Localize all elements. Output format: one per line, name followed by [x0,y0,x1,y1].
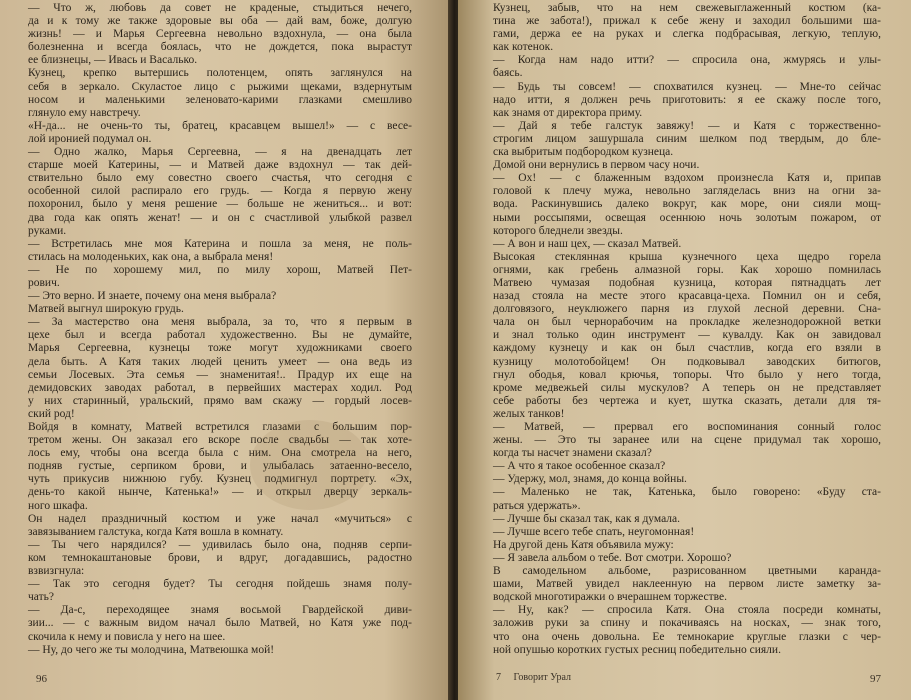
text-line: семьи Лосевых. Эта семья — знаменитая!.. Прадур их еще на [28,368,412,381]
text-line: назад стояла на месте этого красавца-цеха. Помнил он и себя, [493,290,881,303]
text-line: Он надел праздничный костюм и уже начал «мучиться» с [28,512,412,525]
text-line: тина же забота!), прижал к себе жену и заходил большими ша- [493,15,881,28]
paper-stain [250,420,370,510]
text-line: — Будь ты совсем! — спохватился кузнец. — Мне-то сейчас [493,80,881,93]
text-line: ствительно было ему совестно своего счастья, что сегодня с [28,172,412,185]
text-line: На другой день Катя объявила мужу: [493,538,674,551]
text-line: дела быть. А Катя таких людей ценить умеет — она ведь из [28,355,412,368]
text-line: Марья Сергеевна, кузнецы тоже могут художниками своего [28,342,412,355]
text-line: гнул ободья, ковал крючья, топоры. Что было у него тогда, [493,368,881,381]
text-line: — Лучше всего тебе спать, неугомонная! [493,525,695,538]
text-line: — Ну, до чего же ты молодчина, Матвеюшка мой! [28,643,275,656]
text-line: у них старинный, уральский, прямо вам скажу — гордый лосев- [28,394,412,407]
text-line: кузницу молотобойцем! Он подковывал заводских битюгов, [493,355,881,368]
text-line: — Одно жалко, Марья Сергеевна, — я на двенадцать лет [28,146,412,159]
text-line: каждому кузнецу и как он был счастлив, когда его взяли в [493,342,881,355]
text-line: когда ты насчет знамени сказал? [493,447,652,460]
text-line: — Когда нам надо итти? — спросила она, жмурясь и улы- [493,54,881,67]
text-line: как знамя от директора приму. [493,106,643,119]
text-line: ком темнокаштановые брови, и вдруг, догадавшись, радостно [28,551,412,564]
text-line: чала он был чернорабочим на прокладке железнодорожной ветки [493,316,881,329]
text-line: жены. — Это ты заранее или на сцене придумал так хорошо, [493,434,881,447]
text-line: головой к плечу мужа, невольно загляделась вниз на огни за- [493,185,881,198]
text-line: глянуло ему навстречу. [28,106,141,119]
right-page-number: 97 [870,672,881,685]
text-line: рович. [28,276,60,289]
text-line: ска выбритым подбородком кузнеца. [493,146,674,159]
printer-signature [496,671,571,684]
text-line: завязыванием галстука, когда Катя вошла в комнату. [28,525,284,538]
text-line: заложив руки за спину и покачиваясь на носках, — знак того, [493,617,881,630]
text-line: Кузнец, забыв, что на нем свежевыглаженный костюм (ка- [493,2,881,14]
text-line: Матвей выгнул широкую грудь. [28,303,184,316]
text-line: В самодельном альбоме, разрисованном цветными каранда- [493,565,881,578]
text-line: жизнь! — и Марья Сергеевна невольно вздохнула, — она была [28,28,412,41]
text-line: — Встретилась мне моя Катерина и пошла за меня, не поль- [28,237,412,250]
text-line: надо итти, я должен речь приготовить: я ее скажу после того, [493,93,881,106]
text-line: лось ему, чтобы она всегда была с ним. Она смотрела на него, [28,447,412,460]
text-line: взвизгнула: [28,565,85,578]
text-line: ной опушью коротких густых ресниц победительно сияли. [493,643,781,656]
text-line: руками. [28,224,67,237]
text-line: похоронил, было у меня решение — больше не жениться... и вот: [28,198,412,211]
text-line: — А что я такое особенное сказал? [493,460,666,473]
text-line: — Удержу, мол, знамя, до конца войны. [493,473,687,486]
text-line: желых танков! [493,407,565,420]
text-line: и знал только один инструмент — кувалду. Как он завидовал [493,329,881,342]
text-line: что она очень довольна. Ее темнокарие круглые глазки с чер- [493,630,881,643]
text-line: чать? [28,591,54,604]
text-line: — Я завела альбом о тебе. Вот смотри. Хорошо? [493,551,732,564]
text-line: баясь. [493,67,523,80]
text-line: долговязого, неуклюжего парня из глухой лесной деревни. Сна- [493,303,881,316]
text-line: кроме медвежьей силы мускулов? А теперь он не представляет [493,381,881,394]
text-line: чуть прикусив нижнюю губу. Кузнец подмигнул портрету. «Эх, [28,473,412,486]
text-line: ного шкафа. [28,499,88,512]
text-line: стилась на молоденьких, как она, а выбрала меня! [28,250,274,263]
text-line: день-то какой нынче, Катенька!» — и открыл дверцу зеркаль- [28,486,412,499]
text-line: два года как опять женат! — и он с счастливой улыбкой развел [28,211,412,224]
text-line: — Так это сегодня будет? Ты сегодня пойдешь знамя полу- [28,578,412,591]
text-line: Матвею чумазая подобная кузница, которая пятнадцать лет [493,276,881,289]
text-line: — Матвей, — прервал его воспоминания сонный голос [493,421,881,433]
signature-number: 7 [496,671,501,683]
text-line: которого бледнели звезды. [493,224,623,237]
text-line: водской многотиражки о вчерашнем торжестве. [493,591,727,604]
text-line: цехе был и всегда работал художественно. Вы не думайте, [28,329,412,342]
text-line: себе работы без чертежа и кует, шутка сказать, детали для тя- [493,394,881,407]
text-line: — Лучше бы сказал так, как я думала. [493,512,681,525]
left-page-number: 96 [36,672,47,685]
text-line: как котенок. [493,41,554,54]
text-line: раться удержать». [493,499,581,512]
text-line: — Ну, как? — спросила Катя. Она стояла посреди комнаты, [493,604,881,617]
text-line: скочила к нему и повисла у него на шее. [28,630,226,643]
text-line: носом и маленькими зеленовато-карими глазками смешливо [28,93,412,106]
text-line: лой иронией подумал он. [28,132,152,145]
signature-title: Говорит Урал [513,671,571,683]
text-line: себя в зеркало. Скуластое лицо с рыжими щеками, вздернутым [28,80,412,93]
left-page [0,0,452,700]
text-line: — За мастерство она меня выбрала, за то, что я первым в [28,316,412,329]
text-line: — Это верно. И знаете, почему она меня выбрала? [28,290,277,303]
text-line: Войдя в комнату, Матвей встретился глазами с большим пор- [28,421,412,433]
text-line: особенной силой распирало его грудь. — Когда я первую жену [28,185,412,198]
text-line: гами, держа ее на руках и слегка подбрасывая, легкую, теплую, [493,28,881,41]
text-line: огнями, как гребень алмазной горы. Как хорошо помнилась [493,263,881,276]
text-line: шами, Матвей увидел наклеенную на первом листе заметку за- [493,578,881,591]
text-line: — Да-с, переходящее знамя восьмой Гвардейской диви- [28,604,412,617]
left-page-text [28,2,412,657]
text-line: третом жены. Он заказал его вскоре после свадьбы — так хоте- [28,434,412,447]
text-line: — А вон и наш цех, — сказал Матвей. [493,237,682,250]
text-line: подняв густые, серпиком брови, и улыбалась затаенно-весело, [28,460,412,473]
text-line: строгим лицом зашуршала синим шелком под твердым, до бле- [493,132,881,145]
text-line: — Не по хорошему мил, по милу хорош, Матвей Пет- [28,263,412,276]
text-line: да и к тому же также здоровые вы оба — дай вам, боже, долгую [28,15,412,28]
text-line: «Н-да... не очень-то ты, братец, красавцем вышел!» — с весе- [28,119,412,132]
text-line: Домой они вернулись в первом часу ночи. [493,159,700,172]
text-line: ее близнецы, — Ивась и Васалько. [28,54,198,67]
text-line: демидовских заводах работал, в первейших мастерах ходил. Род [28,381,412,394]
text-line: болезненна и всегда боялась, что не дождется, пока вырастут [28,41,412,54]
text-line: — Ты чего нарядился? — удивилась было она, подняв серпи- [28,538,412,551]
text-line: — Что ж, любовь да совет не краденые, стыдиться нечего, [28,2,412,14]
text-line: вода. Раскинувшись далеко вокруг, как море, они сияли мощ- [493,198,881,211]
text-line: зии... — с важным видом начал было Матвей, но Катя уже под- [28,617,412,630]
text-line: — Ох! — с блаженным вздохом произнесла Катя и, припав [493,172,881,185]
text-line: старше моей Катерины, — и Матвей даже вздохнул — так дей- [28,159,412,172]
text-line: Кузнец, крепко вытершись полотенцем, опять заглянулся на [28,67,412,80]
text-line: ский род! [28,407,75,420]
right-page [458,0,911,700]
text-line: — Маленько не так, Катенька, было говорено: «Буду ста- [493,486,881,499]
text-line: ными россыпями, освещая осеннюю ночь золотым пожаром, от [493,211,881,224]
text-line: — Дай я тебе галстук завяжу! — и Катя с торжественно- [493,119,881,132]
text-line: Высокая стеклянная крыша кузнечного цеха щедро горела [493,250,881,263]
right-page-text [493,2,881,657]
